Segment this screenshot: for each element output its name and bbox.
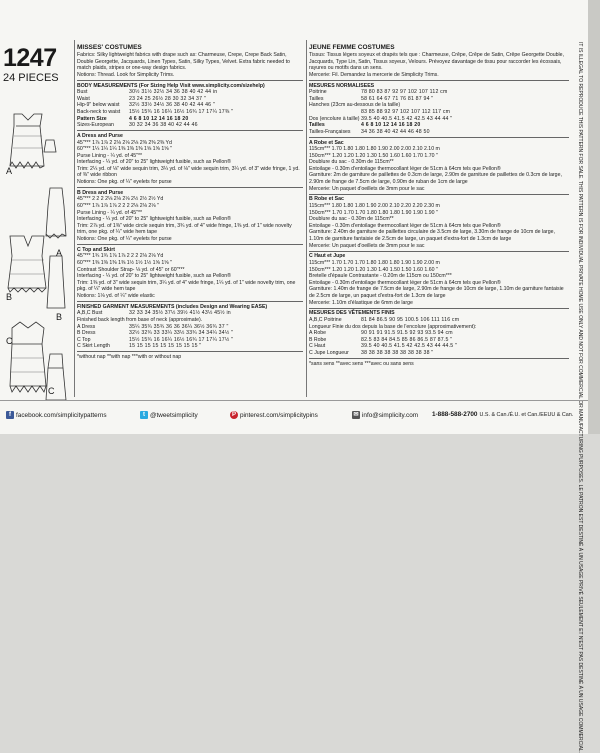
table-row: Poitrine 78 80 83 87 92 97 102 107 112 cm [309, 89, 448, 96]
yardage-row: 115cm*** 1.80 1.80 1.80 1.90 2.00 2.10 2.20 2.20 2.30 m [309, 203, 440, 210]
trim-text: Garniture: 2m de garniture de paillettes de 0.3cm de large, 2.90m de garniture de paillettes de 0.3cm de large, 2.90m de frange de 7.5cm de large, 0.90m de ruban de 1cm de large [309, 172, 562, 186]
email-icon: ✉ [353, 412, 359, 418]
table-row: Bust 30½ 31½ 32½ 34 36 38 40 42 44 in [77, 89, 218, 96]
interfacing-text: Entoilage - 0.30m d'entoilage thermocollant léger de 51cm à 64cm tels que Pellon® [309, 222, 501, 229]
interfacing-text: Interfacing - ¼ yd. of 20" to 25" lightweight fusible, such as Pellon® [77, 159, 231, 166]
finished-measurements-heading: FINISHED GARMENT MEASUREMENTS (includes Design and Wearing EASE) [77, 303, 268, 310]
yardage-row: 60"*** 1⅞ 1⅞ 1⅞ 2 2 2 2⅛ 2⅛ 2⅛ " [77, 203, 159, 210]
yardage-row: 150cm*** 1.20 1.20 1.20 1.30 1.40 1.50 1.50 1.60 1.60 " [309, 266, 438, 273]
table-row: C Jupe Longueur 38 38 38 38 38 38 38 38 38 " [309, 349, 434, 356]
contrast-text: Contrast Shoulder Strap- ⅛ yd. of 45" or 60"*** [77, 266, 185, 273]
table-row: Hanches (23cm au-dessous de la taille) [309, 102, 401, 109]
yardage-row: 60"*** 1⅜ 1⅜ 1⅜ 1⅜ 1½ 1½ 1½ 1⅝ 1⅝ " [77, 259, 172, 266]
phone-number: 1-888-588-2700 [432, 411, 478, 418]
yardage-row: 45"*** 2 2 2 2⅛ 2⅛ 2⅛ 2½ 2½ 2½ Yd [77, 196, 164, 203]
table-row: Hip-9" below waist 32½ 33½ 34½ 36 38 40 42 44 46 " [77, 102, 215, 109]
yardage-row: 60"*** 1¼ 1¼ 1¼ 1⅜ 1⅜ 1⅜ 1⅝ 1⅝ 1⅝ " [77, 146, 172, 153]
column-divider [306, 40, 307, 397]
trim-text: Garniture: 2.40m de garniture de paillettes circulaire de 3.5cm de large, 3.30m de frange de 10cm de large, 1.10m de garniture fantaisie de 2.5cm de large, un paquet d'extra-fort de 1.3cm de large [309, 229, 555, 242]
nap-legend: *without nap **with nap ***with or without nap [77, 354, 182, 361]
fabrics-text: Tissus: Tissus légers soyeux et drapés tels que : Charmeuse, Crêpe, Crêpe de Satin, Crêpe Georgette Double, Jacquards, Type Lin, Satin, Tissus soyeux, Velours. Prévoyez davantage de tissu pour raccorder les écossais, rayures ou motifs dans un sens. [309, 52, 564, 72]
table-row: Pattern Size 4 6 8 10 12 14 16 18 20 [77, 115, 189, 122]
pattern-number: 1247 [3, 44, 57, 72]
footer-email[interactable] [352, 411, 418, 419]
table-row: Tailles-Françaises 34 36 38 40 42 44 46 48 50 [309, 128, 430, 135]
notions-text: Mercerie: Un paquet d'oeillets de 3mm pour le sac [309, 242, 425, 249]
figure-label: A [6, 166, 13, 176]
facebook-link[interactable]: facebook.com/simplicitypatterns [16, 411, 107, 419]
twitter-link[interactable]: @tweetsimplicity [150, 411, 198, 419]
yardage-row: 115cm*** 1.70 1.80 1.80 1.80 1.90 2.00 2.00 2.10 2.10 m [309, 146, 440, 153]
trim-text: Garniture: 1.40m de frange de 7.5cm de large, 2.90m de frange de 10cm de large, 1.10m de garniture fantaisie de 2.5cm de large, un paquet d'extra-fort de 1.3cm de large [309, 286, 564, 299]
table-row: Tailles 58 61 64 67 71 76 81 87 94 " [309, 95, 434, 102]
yardage-row: 115cm*** 1.70 1.70 1.70 1.80 1.80 1.80 1.90 1.90 2.00 m [309, 259, 440, 266]
table-row: A,B,C Bust 32 33 34 35½ 37½ 39½ 41½ 43½ 45½ in [77, 310, 231, 317]
pattern-info-column [0, 0, 72, 398]
footer-pinterest[interactable] [230, 411, 318, 419]
notions-text: Mercerie: Fil. Demandez la mercerie de Simplicity Trims. [309, 71, 439, 78]
figure-label: B [56, 312, 63, 322]
figure-label: B [6, 292, 13, 302]
yardage-row: 150cm*** 1.70 1.70 1.70 1.80 1.80 1.80 1.90 1.90 1.90 " [309, 209, 438, 216]
notions-text: Mercerie: Un paquet d'oeillets de 3mm pour le sac [309, 185, 425, 192]
interfacing-text: Entoilage - 0.30m d'entoilage thermocollant léger de 51cm à 64cm tels que Pellon® [309, 279, 501, 286]
section-title: MISSES' COSTUMES [77, 44, 142, 51]
footer-phone [432, 411, 573, 418]
table-row: Dos (encolure à taille) 39.5 40 40.5 41.5 42 42.5 43 44 44 " [309, 115, 453, 122]
yardage-row: 45"*** 1⅞ 1⅞ 2 2⅛ 2⅛ 2⅛ 2⅜ 2⅜ 2⅜ Yd [77, 139, 172, 146]
lining-text: Doublure du sac - 0.30m de 115cm** [309, 159, 394, 166]
table-row: A,B,C Poitrine 81 84 86.5 90 95 100.5 106 111 116 cm [309, 316, 460, 323]
english-column [77, 44, 303, 396]
envelope-edge [588, 0, 600, 434]
notions-text: Notions: 1⅛ yd. of ¼" wide elastic [77, 292, 155, 299]
view-c-heading: C Haut et Jupe [309, 253, 346, 260]
notions-text: Notions: One pkg. of ¼" eyelets for purse [77, 179, 172, 186]
body-measurements-heading: MESURES NORMALISEES [309, 82, 375, 89]
table-row: Sizes-European 30 32 34 36 38 40 42 44 46 [77, 122, 198, 129]
body-measurements-heading: BODY MEASUREMENTS (For Sizing Help Visit www.simplicity.com/sizehelp) [77, 82, 265, 89]
table-row: B Dress 32½ 32¾ 33 33¼ 33½ 33¾ 34 34¼ 34½ " [77, 330, 234, 337]
view-a-heading: A Robe et Sac [309, 139, 344, 146]
finished-measurements-heading: MESURES DES VÊTEMENTS FINIS [309, 310, 395, 317]
view-c-heading: C Top and Skirt [77, 246, 115, 253]
lining-text: Purse Lining - ¼ yd. of 45"** [77, 152, 142, 159]
section-title: JEUNE FEMME COSTUMES [309, 44, 395, 51]
footer [0, 400, 588, 435]
twitter-icon: t [140, 411, 148, 419]
trim-text: Trim: 2⅞ yd. of 1⅜" wide circle sequin trim, 3¾ yd. of 4" wide fringe, 1⅜ yd. of 1" wide novelty trim, one pkg. of ¼" wide hem tape [77, 222, 292, 236]
email-link[interactable]: info@simplicity.com [362, 411, 419, 419]
figure-label: C [48, 386, 55, 396]
phone-region: U.S. & Can./É.U. et Can./EEUU & Can. [479, 411, 574, 418]
interfacing-text: Interfacing - ¼ yd. of 20" to 25" lightweight fusible, such as Pellon® [77, 273, 231, 280]
trim-text: Trim: 1⅜ yd. of 3" wide sequin trim, 3¼ yd. of 4" wide fringe, 1¼ yd. of 1" wide novelty trim, one pkg. of ¼" wide hem tape [77, 279, 296, 293]
table-row: Tailles 4 6 8 10 12 14 16 18 20 [309, 122, 421, 129]
interfacing-text: Interfacing - ¼ yd. of 20" to 25" lightweight fusible, such as Pellon® [77, 216, 231, 223]
table-row: B Robe 82.5 83 84 84.5 85 86 86.5 87 87.5 " [309, 336, 453, 343]
view-a-sketches [0, 96, 72, 426]
table-row: Finished back length from base of neck (approximate). [77, 316, 203, 323]
table-row: Waist 23 24 25 26½ 28 30 32 34 37 " [77, 95, 206, 102]
facebook-icon: f [6, 411, 14, 419]
notions-text: Mercerie: 1.10m d'élastique de 6mm de large [309, 299, 413, 306]
table-row: Back-neck to waist 15½ 15¾ 16 16¼ 16½ 16¾ 17 17¼ 17⅜ " [77, 108, 234, 115]
view-b-heading: B Robe et Sac [309, 196, 344, 203]
view-b-heading: B Dress and Purse [77, 189, 124, 196]
column-divider [74, 40, 75, 397]
yardage-row: 150cm*** 1.20 1.20 1.20 1.30 1.50 1.60 1.60 1.70 1.70 " [309, 152, 438, 159]
fabrics-text: Fabrics: Silky lightweight fabrics with drape such as: Charmeuse, Crepe, Crepe Back Satin, Double Georgette, Jacquards, Linen Types, Satin, Silky Types, Velvet. Extra fabric needed to match plaids, stripes or one-way design fabrics. [77, 52, 290, 72]
table-row: C Top 15½ 15¾ 16 16¼ 16½ 16¾ 17 17¼ 17½ " [77, 336, 234, 343]
footer-twitter[interactable] [140, 411, 198, 419]
french-column [309, 44, 569, 396]
pinterest-icon: P [231, 412, 236, 418]
figure-label: C [6, 336, 13, 346]
contrast-text: Bretelle d'épaule Contrastante - 0.20m de 115cm ou 150cm*** [309, 273, 452, 280]
figure-label: A [56, 248, 63, 258]
table-row: 83 85 88 92 97 102 107 112 117 cm [361, 108, 451, 115]
lining-text: Purse Lining - ¼ yd. of 45"** [77, 209, 142, 216]
yardage-row: 45"*** 1¾ 1¾ 1⅞ 1⅞ 2 2 2 2⅛ 2⅛ Yd [77, 253, 164, 260]
notions-text: Notions: Thread. Look for Simplicity Trims. [77, 71, 175, 78]
table-row: A Dress 35¼ 35¾ 35¾ 36 36 36¼ 36½ 36¾ 37 " [77, 323, 229, 330]
legal-side-text: IT IS ILLEGAL TO REPRODUCE THIS PATTERN FOR SALE. THIS PATTERN IS FOR INDIVIDUAL PRIVATE HOME USE ONLY AND NOT FOR COMMERCIAL OR MANUFACTURING PURPOSES. LE PATRON EST DESTINÉ À UN USAGE PRIVÉ SEULEMENT ET N'EST PAS DESTINÉ À UN USAGE COMMERCIAL. [577, 42, 583, 753]
nap-legend: *sans sens **avec sens ***avec ou sans sens [309, 360, 414, 367]
trim-text: Trim: 2¼ yd. of ⅛" wide sequin trim, 3¼ yd. of ⅛" wide sequin trim, 3¼ yd. of 3" wide fringe, 1 yd. of ⅜" wide ribbon [77, 165, 300, 179]
table-row: C Haut 39.5 40 40.5 41.5 42 42.5 43 44 44.5 " [309, 343, 457, 350]
pinterest-link[interactable]: pinterest.com/simplicitypins [240, 411, 318, 419]
table-row: C Skirt Length 15 15 15 15 15 15 15 15 15 " [77, 343, 202, 350]
lining-text: Doublure du sac - 0.30m de 115cm** [309, 216, 394, 223]
table-row: A Robe 90 91 91 91.5 91.5 92 93 93.5 94 cm [309, 330, 453, 337]
interfacing-text: Entoilage - 0.30m d'entoilage thermocollant léger de 51cm à 64cm tels que Pellon® [309, 165, 501, 172]
notions-text: Notions: One pkg. of ¼" eyelets for purse [77, 236, 172, 242]
pattern-pieces: 24 PIECES [3, 72, 59, 84]
footer-facebook[interactable] [6, 411, 107, 419]
view-a-heading: A Dress and Purse [77, 132, 123, 139]
table-row: Longueur Finie du dos depuis la base de l'encolure (approximativement): [309, 323, 477, 330]
